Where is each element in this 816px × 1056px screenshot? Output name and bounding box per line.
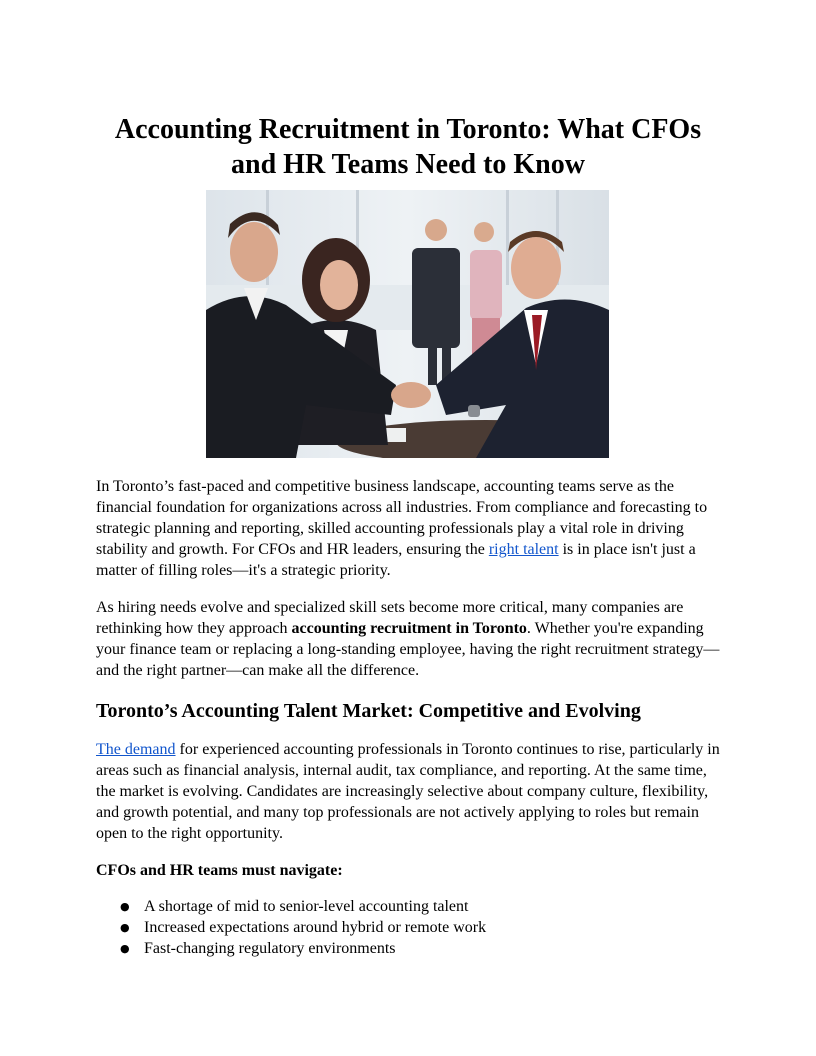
challenges-list: [96, 896, 720, 959]
list-item: [96, 938, 720, 959]
keyword-bold: accounting recruitment in Toronto: [291, 620, 527, 637]
section-heading: Toronto’s Accounting Talent Market: Competitive and Evolving: [96, 700, 641, 722]
hiring-text-start: As hiring needs evolve and specialized skill sets become more critical, many companies are rethinking how they approach: [96, 599, 684, 637]
talent-market-paragraph: [96, 739, 720, 844]
right-talent-link[interactable]: right talent: [488, 541, 559, 558]
bullet-icon: ●: [120, 942, 130, 955]
list-item-text: Fast-changing regulatory environments: [144, 940, 396, 957]
intro-paragraph: [96, 476, 720, 581]
list-item: [96, 896, 720, 917]
list-item-text: A shortage of mid to senior-level accounting talent: [144, 898, 469, 915]
talent-market-text: for experienced accounting professionals in Toronto continues to rise, particularly in areas such as financial analysis, internal audit, tax compliance, and reporting. At the same time, the market is evolving. Candidates are increasingly selective about company culture, flexibility, and growth potential, and many top professionals are not actively applying to roles but remain open to the right opportunity.: [96, 741, 720, 842]
list-item-text: Increased expectations around hybrid or remote work: [144, 919, 487, 936]
list-item: [96, 917, 720, 938]
the-demand-link[interactable]: The demand: [96, 741, 176, 758]
navigate-subheading: CFOs and HR teams must navigate:: [96, 862, 343, 879]
intro-text-start: In Toronto’s fast-paced and competitive business landscape, accounting teams serve as the financial foundation for organizations across all industries. From compliance and forecasting to strategic planning and reporting, skilled accounting professionals play a vital role in driving stability and growth. For CFOs and HR leaders, ensuring the: [96, 478, 708, 558]
hiring-needs-paragraph: [96, 597, 720, 681]
bullet-icon: ●: [120, 921, 130, 934]
page-title: Accounting Recruitment in Toronto: What CFOs and HR Teams Need to Know: [114, 114, 702, 180]
intro-text-end: is in place isn't just a matter of filling roles—it's a strategic priority.: [96, 541, 696, 579]
business-handshake-photo: [206, 190, 609, 458]
hiring-text-end: . Whether you're expanding your finance team or replacing a long-standing employee, having the right recruitment strategy—and the right partner—can make all the difference.: [96, 620, 720, 679]
bullet-icon: ●: [120, 900, 130, 913]
